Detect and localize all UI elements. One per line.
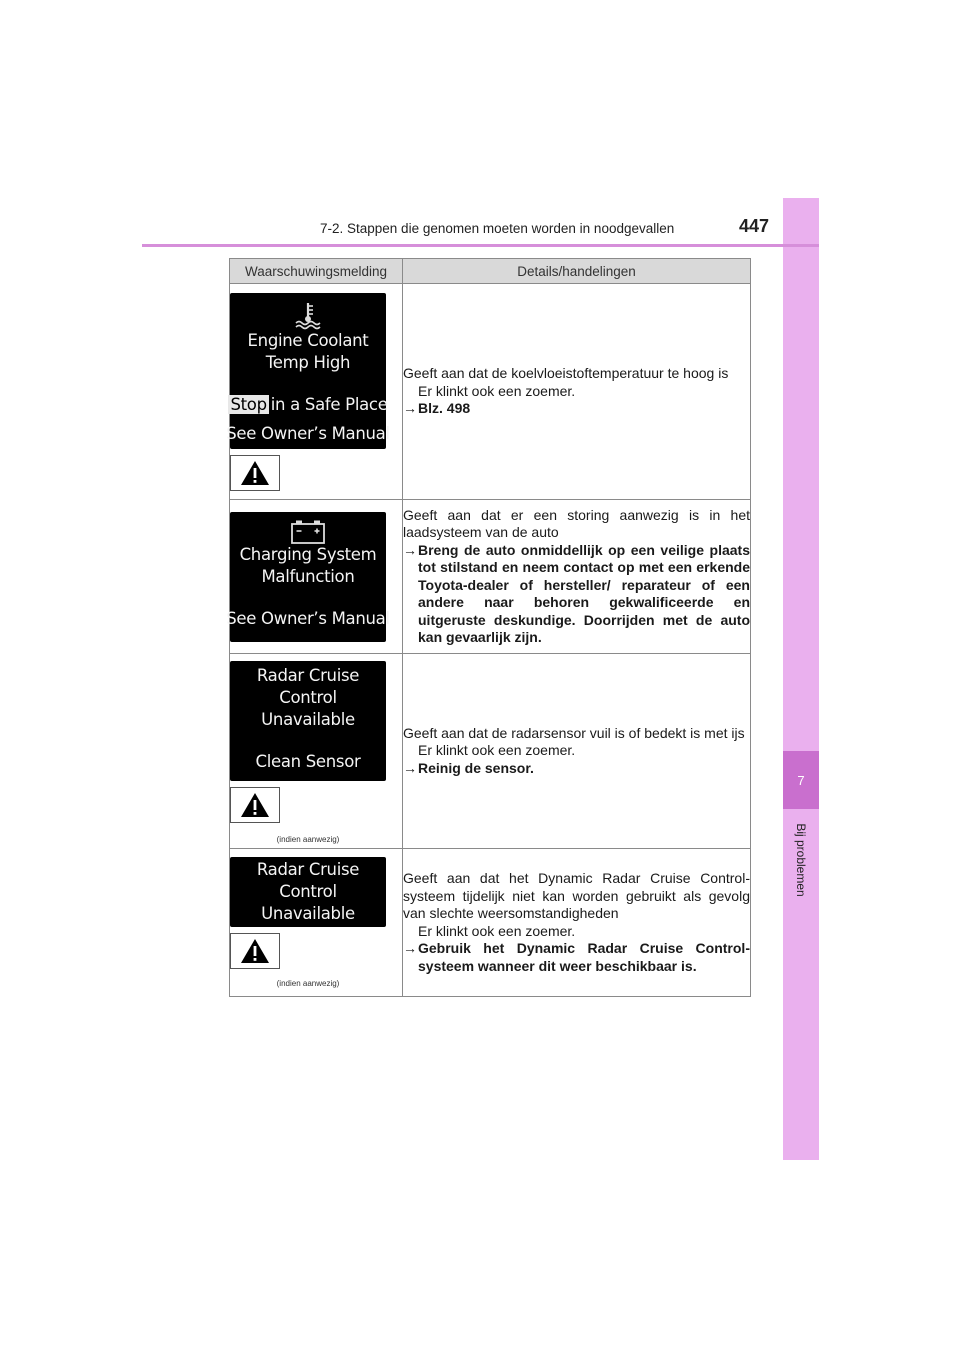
details-text: Geeft aan dat de radarsensor vuil is of bedekt is met ijs (403, 724, 745, 741)
page-number: 447 (739, 216, 770, 236)
header-rule (142, 244, 819, 247)
table-row (230, 849, 751, 997)
radar-cruise-unavailable-display (230, 857, 386, 927)
display-text: Malfunction (261, 566, 355, 586)
table-row (230, 284, 751, 500)
column-header-details: Details/handelingen (403, 259, 751, 284)
arrow-icon: → (403, 400, 417, 417)
display-text: Radar Cruise (256, 665, 360, 685)
arrow-icon: → (403, 759, 417, 776)
details-text: Geeft aan dat de koelvloeistoftemperatuur te hoog is (403, 365, 729, 382)
arrow-icon: → (403, 940, 417, 956)
display-text: Unavailable (261, 709, 355, 729)
display-text: Unavailable (261, 904, 355, 923)
warning-image-cell (226, 500, 403, 654)
warning-triangle-icon (230, 787, 280, 823)
details-cell (403, 849, 751, 997)
chapter-number: 7 (783, 751, 819, 809)
display-text: Engine Coolant (247, 330, 369, 350)
details-action: Reinig de sensor. (418, 759, 534, 776)
section-title: 7-2. Stappen die genomen moeten worden in noodgevallen (320, 221, 675, 236)
details-cell (403, 284, 751, 500)
arrow-icon: → (403, 541, 417, 558)
column-header-warning: Waarschuwingsmelding (230, 259, 403, 284)
warning-image-cell (230, 849, 403, 997)
display-text: in a Safe Place (270, 394, 388, 414)
radar-cruise-clean-sensor-display (230, 661, 386, 781)
chapter-label: Bij problemen (794, 823, 808, 897)
display-text: Temp High (265, 352, 351, 372)
display-text: Charging System (239, 544, 377, 564)
details-subtext: Er klinkt ook een zoemer. (418, 742, 576, 759)
details-action: Breng de auto onmiddellijk op een veilige plaats tot stilstand en neem contact op met een erkende Toyota-dealer of hersteller/ reparateur of een andere naar behoren gekwalificeerde en uitgeruste deskundige. Doorrijden met de auto kan gevaarlijk zijn. (418, 541, 750, 645)
warning-image-cell (226, 284, 403, 500)
warning-table (226, 258, 751, 997)
display-text: See Owner’s Manual (226, 608, 390, 628)
battery-icon (290, 520, 326, 544)
coolant-temperature-icon (293, 300, 323, 330)
details-cell (403, 500, 751, 654)
display-text: Radar Cruise (256, 860, 360, 879)
table-header-row (230, 259, 751, 284)
availability-note: (indien aanwezig) (276, 979, 340, 988)
details-action: Blz. 498 (418, 400, 471, 417)
engine-coolant-display (226, 293, 390, 449)
chapter-side-tab (783, 198, 819, 1160)
display-text: Control (279, 882, 337, 901)
warning-image-cell (230, 654, 403, 849)
warning-triangle-icon (230, 455, 280, 491)
details-subtext: Er klinkt ook een zoemer. (418, 382, 576, 399)
display-text: See Owner’s Manual (226, 423, 390, 443)
warning-triangle-icon (230, 933, 280, 969)
details-action: Gebruik het Dynamic Radar Cruise Control-systeem wanneer dit weer beschikbaar is. (418, 940, 750, 974)
stop-label: Stop (230, 394, 267, 414)
availability-note: (indien aanwezig) (276, 834, 340, 844)
table-row (230, 500, 751, 654)
details-text: Geeft aan dat er een storing aanwezig is in het laadsysteem van de auto (403, 506, 750, 540)
table-row (230, 654, 751, 849)
details-text: Geeft aan dat het Dynamic Radar Cruise Control-systeem tijdelijk niet kan worden gebruikt als gevolg van slechte weersomstandigheden (403, 870, 750, 921)
display-text: Control (279, 687, 337, 707)
charging-system-display (226, 512, 390, 642)
details-subtext: Er klinkt ook een zoemer. (418, 922, 576, 939)
display-text: Clean Sensor (255, 751, 361, 771)
details-cell (403, 654, 751, 849)
